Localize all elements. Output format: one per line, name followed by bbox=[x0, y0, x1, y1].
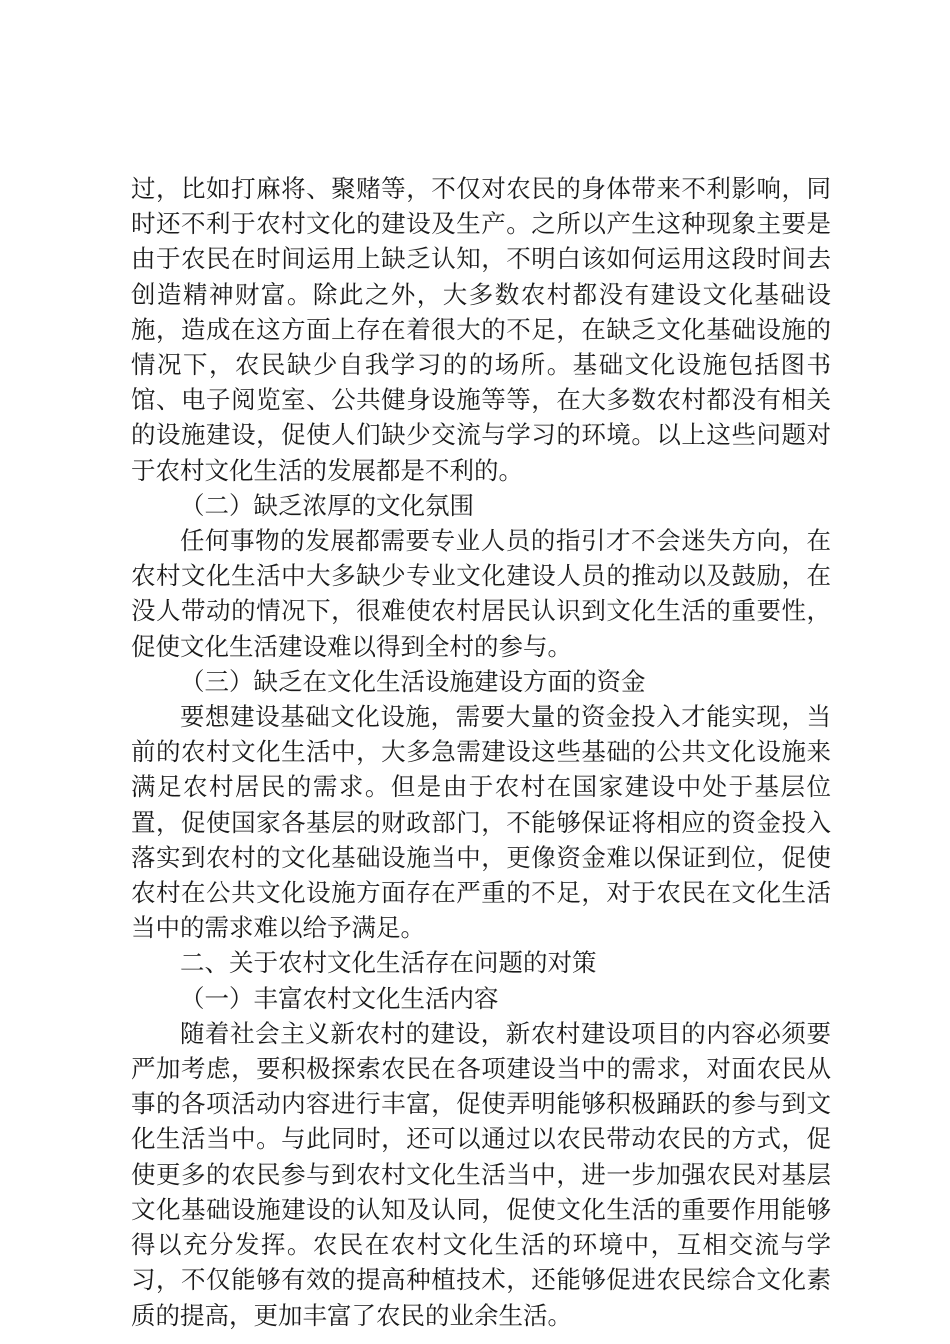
subheading-2: （二）缺乏浓厚的文化氛围 bbox=[180, 490, 474, 520]
paragraph-continued: 过，比如打麻将、聚赌等，不仅对农民的身体带来不利影响，同时还不利于农村文化的建设及生产。之所以产生这种现象主要是由于农民在时间运用上缺乏认知，不明白该如何运用这段时间去创造精神财富。除此之外，大多数农村都没有建设文化基础设施，造成在这方面上存在着很大的不足，在缺乏文化基础设施的情况下，农民缺少自我学习的的场所。基础文化设施包括图书馆、电子阅览室、公共健身设施等等，在大多数农村都没有相关的设施建设，促使人们缺少交流与学习的环境。以上这些问题对于农村文化生活的发展都是不利的。 bbox=[131, 174, 831, 485]
document-body bbox=[131, 171, 831, 1333]
section-heading-2: 二、关于农村文化生活存在问题的对策 bbox=[180, 948, 597, 978]
paragraph: 随着社会主义新农村的建设，新农村建设项目的内容必须要严加考虑，要积极探索农民在各项建设当中的需求，对面农民从事的各项活动内容进行丰富，促使弄明能够积极踊跃的参与到文化生活当中。与此同时，还可以通过以农民带动农民的方式，促使更多的农民参与到农村文化生活当中，进一步加强农民对基层文化基础设施建设的认知及认同，促使文化生活的重要作用能够得以充分发挥。农民在农村文化生活的环境中，互相交流与学习，不仅能够有效的提高种植技术，还能够促进农民综合文化素质的提高，更加丰富了农民的业余生活。 bbox=[131, 1018, 831, 1330]
paragraph: 要想建设基础文化设施，需要大量的资金投入才能实现，当前的农村文化生活中，大多急需建设这些基础的公共文化设施来满足农村居民的需求。但是由于农村在国家建设中处于基层位置，促使国家各基层的财政部门，不能够保证将相应的资金投入落实到农村的文化基础设施当中，更像资金难以保证到位，促使农村在公共文化设施方面存在严重的不足，对于农民在文化生活当中的需求难以给予满足。 bbox=[131, 702, 831, 943]
subheading-1: （一）丰富农村文化生活内容 bbox=[180, 983, 499, 1013]
paragraph: 任何事物的发展都需要专业人员的指引才不会迷失方向，在农村文化生活中大多缺少专业文化建设人员的推动以及鼓励，在没人带动的情况下，很难使农村居民认识到文化生活的重要性，促使文化生活建设难以得到全村的参与。 bbox=[131, 526, 831, 661]
subheading-3: （三）缺乏在文化生活设施建设方面的资金 bbox=[180, 666, 646, 696]
